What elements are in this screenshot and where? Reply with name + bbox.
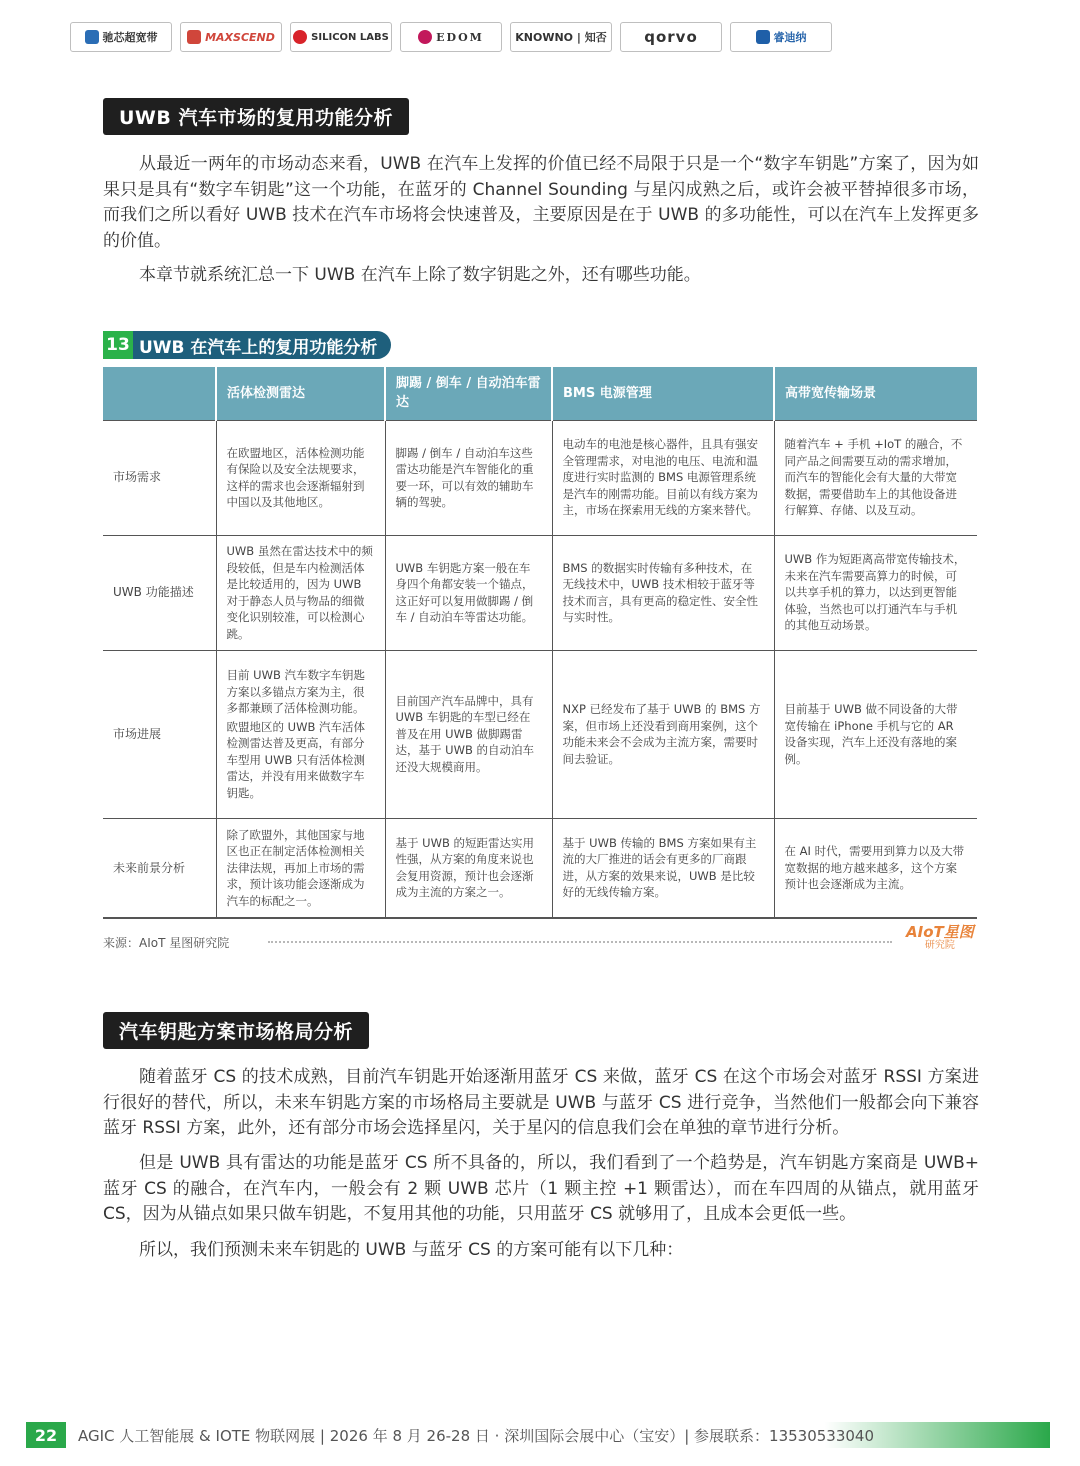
section-title-key-market: 汽车钥匙方案市场格局分析 <box>103 1012 369 1049</box>
table-row <box>103 650 977 818</box>
brand-logo-main: AIoT星图 <box>906 923 974 941</box>
row-label: UWB 功能描述 <box>103 535 216 650</box>
table-header-high-bandwidth: 高带宽传输场景 <box>774 367 977 420</box>
table-cell: 脚踢 / 倒车 / 自动泊车这些雷达功能是汽车智能化的重要一环，可以有效的辅助车辆的驾驶。 <box>385 420 552 535</box>
table-cell: BMS 的数据实时传输有多种技术，在无线技术中，UWB 技术相较于蓝牙等技术而言，具有更高的稳定性、安全性与实时性。 <box>552 535 774 650</box>
logo-text: 驰芯超宽带 <box>102 31 158 44</box>
section2-paragraph-3: 所以，我们预测未来车钥匙的 UWB 与蓝牙 CS 的方案可能有以下几种： <box>139 1240 684 1260</box>
cell-paragraph: 欧盟地区的 UWB 汽车活体检测雷达普及更高，有部分车型用 UWB 只有活体检测雷达，并没有用来做数字车钥匙。 <box>226 719 365 800</box>
logo-silicon-labs <box>290 22 392 52</box>
table-header-corner <box>103 367 216 420</box>
footer-text: AGIC 人工智能展 & IOTE 物联网展 | 2026 年 8 月 26-28 日 · 深圳国际会展中心（宝安）| 参展联系：13530533040 <box>78 1427 874 1445</box>
logo-qorvo <box>620 22 722 52</box>
logo-edom <box>400 22 502 52</box>
table-cell: 随着汽车 + 手机 +IoT 的融合，不同产品之间需要互动的需求增加，而汽车的智能化会有大量的大带宽数据，需要借助车上的其他设备进行解算、存储、以及互动。 <box>774 420 977 535</box>
brand-logo <box>906 923 974 952</box>
section1-paragraph-1: 从最近一两年的市场动态来看，UWB 在汽车上发挥的价值已经不局限于只是一个“数字车钥匙”方案了，因为如果只是具有“数字车钥匙”这一个功能，在蓝牙的 Channel Sounding 与星闪成熟之后，或许会被平替掉很多市场，而我们之所以看好 UWB 技术在汽车市场将会快速普及，主要原因是在于 UWB 的多功能性，可以在汽车上发挥更多的价值。 <box>103 154 979 251</box>
chixin-logo-icon <box>85 30 99 44</box>
section-title-reuse-analysis: UWB 汽车市场的复用功能分析 <box>103 98 409 135</box>
silicon-labs-logo-icon <box>293 30 307 44</box>
logo-text: qorvo <box>644 28 698 46</box>
table-row <box>103 818 977 918</box>
logo-text: MAXSCEND <box>205 30 275 44</box>
logo-chixin <box>70 22 172 52</box>
logo-text: SILICON LABS <box>311 31 389 43</box>
section1-paragraph-2: 本章节就系统汇总一下 UWB 在汽车上除了数字钥匙之外，还有哪些功能。 <box>139 265 701 285</box>
table-header-liveness-radar: 活体检测雷达 <box>216 367 385 420</box>
table-header-bms: BMS 电源管理 <box>552 367 774 420</box>
table-cell: 目前基于 UWB 做不同设备的大带宽传输在 iPhone 手机与它的 AR 设备实现，汽车上还没有落地的案例。 <box>774 650 977 818</box>
table-cell: NXP 已经发布了基于 UWB 的 BMS 方案，但市场上还没看到商用案例，这个功能未来会不会成为主流方案，需要时间去验证。 <box>552 650 774 818</box>
table-cell: UWB 虽然在雷达技术中的频段较低，但是车内检测活体是比较适用的，因为 UWB 对于静态人员与物品的细微变化识别较准，可以检测心跳。 <box>216 535 385 650</box>
figure-number: 13 <box>103 331 133 359</box>
table-cell: 在 AI 时代，需要用到算力以及大带宽数据的地方越来越多，这个方案预计也会逐渐成为主流。 <box>774 818 977 918</box>
brand-logo-sub: 研究院 <box>924 940 955 951</box>
table-cell: 基于 UWB 传输的 BMS 方案如果有主流的大厂推进的话会有更多的厂商跟进，从方案的效果来说，UWB 是比较好的无线传输方案。 <box>552 818 774 918</box>
table-header-kick-park-radar: 脚踢 / 倒车 / 自动泊车雷达 <box>385 367 552 420</box>
table-header-row <box>103 367 977 420</box>
cell-paragraph: 目前 UWB 汽车数字车钥匙方案以多锚点方案为主，很多都兼顾了活体检测功能。 <box>226 668 365 715</box>
section2-paragraph-1: 随着蓝牙 CS 的技术成熟，目前汽车钥匙开始逐渐用蓝牙 CS 来做，蓝牙 CS 在这个市场会对蓝牙 RSSI 方案进行很好的替代，所以，未来车钥匙方案的市场格局主要就是 UWB 与蓝牙 CS 进行竞争，当然他们一般都会向下兼容蓝牙 RSSI 方案，此外，还有部分市场会选择星闪，关于星闪的信息我们会在单独的章节进行分析。 <box>103 1067 979 1138</box>
table-row <box>103 535 977 650</box>
page-footer <box>26 1422 1050 1448</box>
table-row <box>103 420 977 535</box>
divider <box>268 941 892 943</box>
sponsor-logo-bar <box>70 22 832 52</box>
table-cell: UWB 作为短距离高带宽传输技术，未来在汽车需要高算力的时候，可以共享手机的算力，以达到更智能体验，当然也可以打通汽车与手机的其他互动场景。 <box>774 535 977 650</box>
figure-title: UWB 在汽车上的复用功能分析 <box>139 337 378 358</box>
source-label: 来源：AIoT 星图研究院 <box>103 936 230 950</box>
logo-maxscend <box>180 22 282 52</box>
section2-paragraph-2: 但是 UWB 具有雷达的功能是蓝牙 CS 所不具备的，所以，我们看到了一个趋势是，汽车钥匙方案商是 UWB+ 蓝牙 CS 的融合，在汽车内，一般会有 2 颗 UWB 芯片（1 颗主控 +1 颗雷达），而在车四周的从锚点，就用蓝牙 CS，因为从锚点如果只做车钥匙，不复用其他的功能，只用蓝牙 CS 就够用了，且成本会更低一些。 <box>103 1153 979 1224</box>
edom-logo-icon <box>418 30 432 44</box>
row-label: 市场需求 <box>103 420 216 535</box>
logo-text: KNOWNO | 知否 <box>515 31 607 44</box>
table-cell: 除了欧盟外，其他国家与地区也正在制定活体检测相关法律法规，再加上市场的需求，预计该功能会逐渐成为汽车的标配之一。 <box>216 818 385 918</box>
table-cell <box>216 650 385 818</box>
table-cell: UWB 车钥匙方案一般在车身四个角都安装一个锚点，这正好可以复用做脚踢 / 倒车 / 自动泊车等雷达功能。 <box>385 535 552 650</box>
logo-text: 睿迪纳 <box>773 31 807 44</box>
row-label: 未来前景分析 <box>103 818 216 918</box>
table-cell: 在欧盟地区，活体检测功能有保险以及安全法规要求，这样的需求也会逐渐辐射到中国以及其他地区。 <box>216 420 385 535</box>
logo-knowno <box>510 22 612 52</box>
maxscend-logo-icon <box>187 30 201 44</box>
table-cell: 基于 UWB 的短距雷达实用性强，从方案的角度来说也会复用资源，预计也会逐渐成为主流的方案之一。 <box>385 818 552 918</box>
uwb-reuse-table <box>103 367 977 919</box>
page-number: 22 <box>26 1422 66 1448</box>
figure-caption <box>103 331 391 359</box>
ruidina-logo-icon <box>756 30 770 44</box>
logo-ruidina <box>730 22 832 52</box>
table-cell: 目前国产汽车品牌中，具有 UWB 车钥匙的车型已经在普及在用 UWB 做脚踢雷达，基于 UWB 的自动泊车还没大规模商用。 <box>385 650 552 818</box>
table-cell: 电动车的电池是核心器件，且具有强安全管理需求，对电池的电压、电流和温度进行实时监测的 BMS 电源管理系统是汽车的刚需功能。目前以有线方案为主，市场在探索用无线的方案来替代。 <box>552 420 774 535</box>
logo-text: EDOM <box>436 30 484 44</box>
row-label: 市场进展 <box>103 650 216 818</box>
